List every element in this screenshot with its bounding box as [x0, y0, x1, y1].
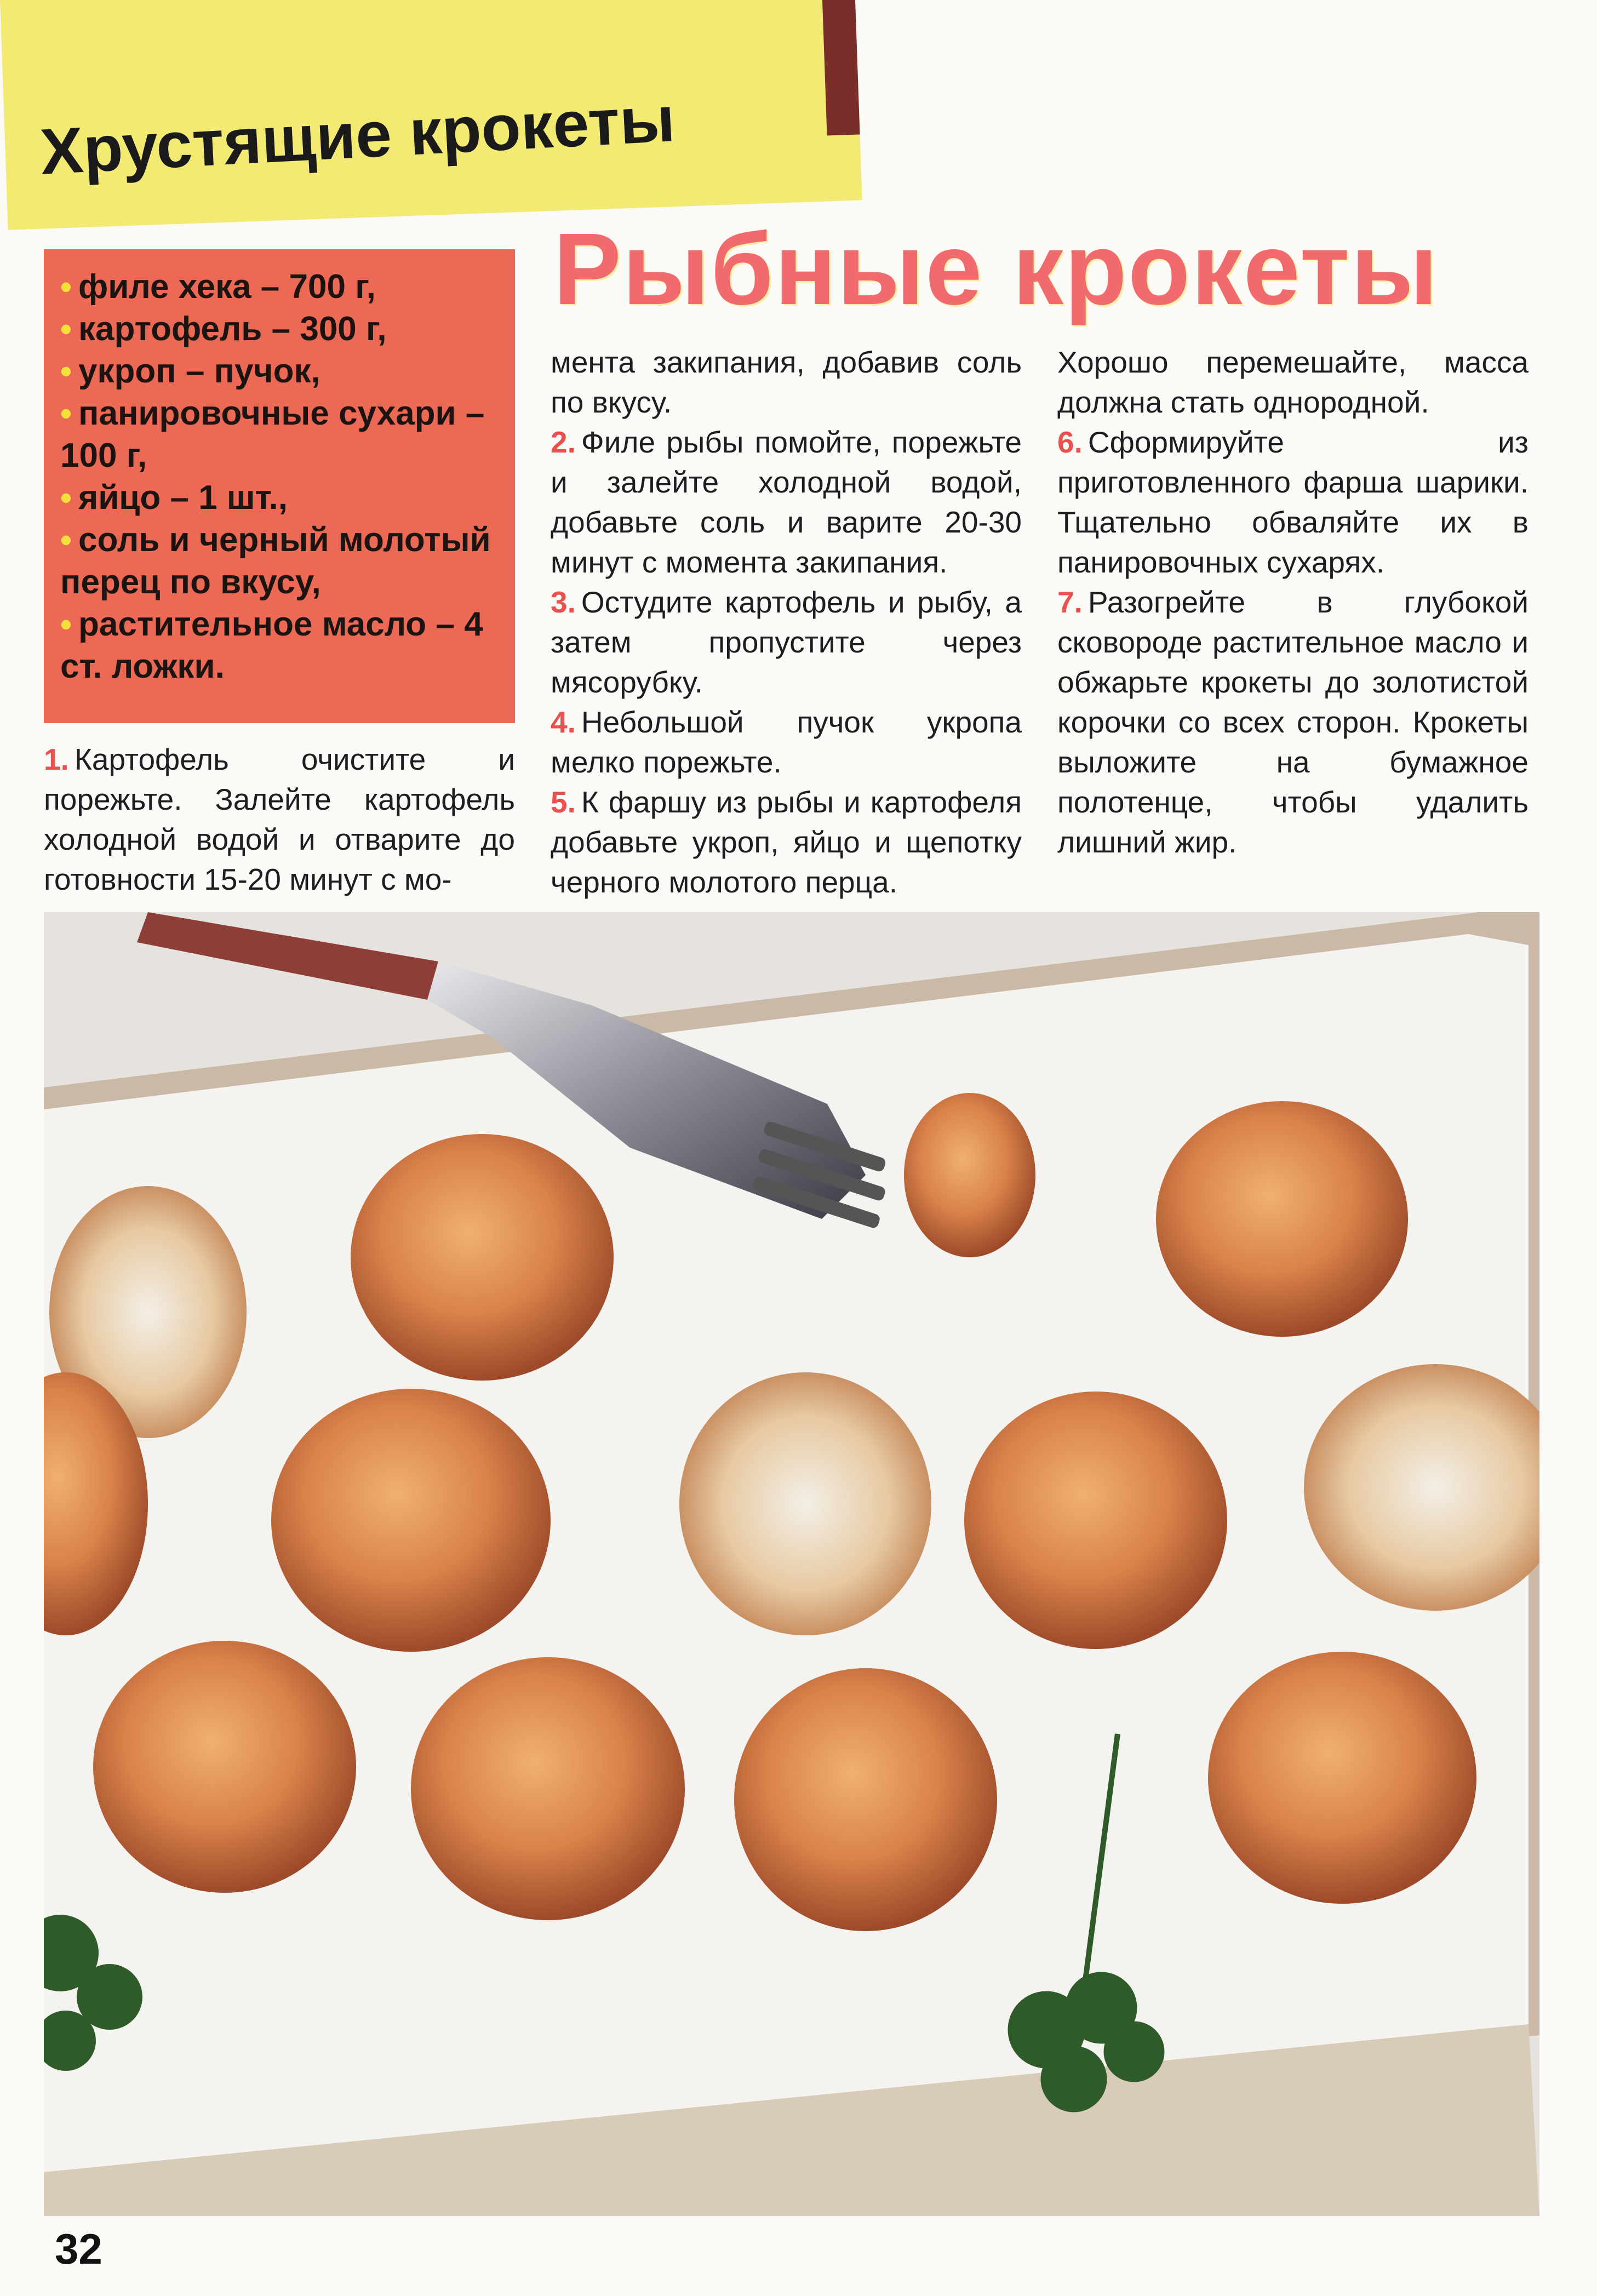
step-text: Разогрейте в глубокой сковороде растительное масло и обжарьте крокеты до золотистой корочки со всех сторон. Крокеты выложите на бумажное полотенце, чтобы удалить лишний жир. — [1057, 585, 1529, 859]
step-number: 6. — [1057, 425, 1083, 459]
step-1-continued: мента закипания, добавив соль по вкусу. — [551, 345, 1022, 419]
ingredients-list — [60, 266, 501, 688]
croquette — [904, 1093, 1035, 1257]
step-1 — [44, 740, 515, 900]
page-number: 32 — [55, 2225, 102, 2273]
ingredient-item: • растительное масло – 4 ст. ложки. — [60, 603, 501, 688]
ingredient-item: • соль и черный молотый перец по вкусу, — [60, 519, 501, 603]
step-number: 4. — [551, 705, 576, 739]
step-4 — [551, 702, 1022, 782]
ingredient-item: • укроп – пучок, — [60, 350, 501, 392]
croquette — [411, 1657, 685, 1920]
ingredients-box — [44, 249, 515, 723]
food-photo — [44, 912, 1539, 2216]
ingredient-item: • панировочные сухари – 100 г, — [60, 392, 501, 477]
croquette — [93, 1641, 356, 1893]
croquette — [1156, 1101, 1408, 1337]
step-number: 1. — [44, 742, 69, 776]
croquettes-illustration — [44, 912, 1539, 2216]
croquette — [271, 1389, 551, 1652]
step-number: 7. — [1057, 585, 1083, 619]
step-text: Филе рыбы помойте, порежьте и залейте холодной водой, добавьте соль и варите 20-30 минут с момента закипания. — [551, 425, 1022, 579]
step-text: Небольшой пучок укропа мелко порежьте. — [551, 705, 1022, 779]
text-column-2 — [551, 342, 1022, 902]
step-number: 2. — [551, 425, 576, 459]
croquette — [351, 1134, 614, 1381]
croquette — [734, 1668, 997, 1931]
ingredient-item: • яйцо – 1 шт., — [60, 477, 501, 519]
step-text: Остудите картофель и рыбу, а затем пропустите через мясорубку. — [551, 585, 1022, 699]
text-column-1 — [44, 740, 515, 900]
step-5-continued: Хорошо перемешайте, масса должна стать однородной. — [1057, 345, 1529, 419]
step-text: К фаршу из рыбы и картофеля добавьте укроп, яйцо и щепотку черного молотого перца. — [551, 785, 1022, 899]
step-7 — [1057, 582, 1529, 862]
step-text: Сформируйте из приготовленного фарша шарики. Тщательно обваляйте их в панировочных сухарях. — [1057, 425, 1529, 579]
step-2 — [551, 422, 1022, 582]
section-title: Хрустящие крокеты — [38, 83, 677, 188]
ingredient-item: • филе хека – 700 г, — [60, 266, 501, 308]
step-5 — [551, 782, 1022, 902]
step-number: 3. — [551, 585, 576, 619]
step-6 — [1057, 422, 1529, 582]
croquette — [1208, 1652, 1476, 1904]
recipe-title: Рыбные крокеты — [553, 213, 1439, 326]
step-3 — [551, 582, 1022, 702]
croquette — [679, 1372, 931, 1635]
ingredient-item: • картофель – 300 г, — [60, 308, 501, 350]
step-text: Картофель очистите и порежьте. Залейте картофель холодной водой и отварите до готовности 15-20 минут с мо- — [44, 742, 515, 896]
text-column-3 — [1057, 342, 1529, 862]
croquette — [964, 1392, 1227, 1649]
step-number: 5. — [551, 785, 576, 819]
